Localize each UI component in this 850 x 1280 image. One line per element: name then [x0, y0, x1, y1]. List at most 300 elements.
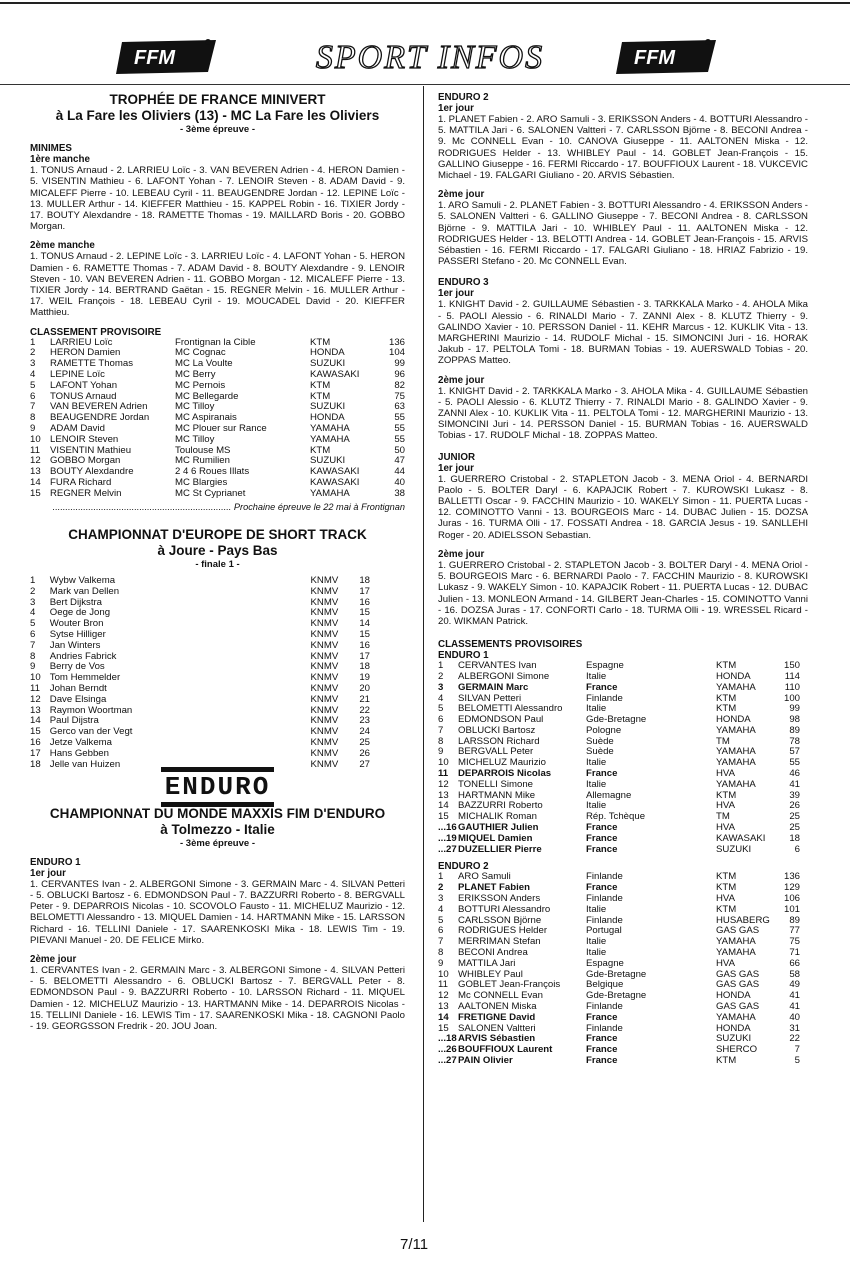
minivert-title: TROPHÉE DE FRANCE MINIVERT [109, 92, 326, 107]
table-cell: 71 [789, 947, 800, 959]
table-cell: SALONEN Valtteri [458, 1022, 536, 1034]
table-cell: 66 [789, 957, 800, 969]
results-text: 1. TONUS Arnaud - 2. LARRIEU Loïc - 3. VAN BEVEREN Adrien - 4. HERON Damien - 5. VISENTIN Mathieu - 6. LAFONT Yohan - 7. LENOIR Steven - 8. ADAM David - 9. MICALEFF Pierre - 10. LEBEAU Cyril - 11. BEAUGENDRE Jordan - 12. LEPINE Loïc - 13. MULLER Arthur - 14. KIEFFER Matthieu - 15. KAPPEL Robin - 16. TIXIER Jordy - 17. BOUTY Alexdandre - 18. RAMETTE Thomas - 19. MAILLARD Boris - 20. GOBBO Morgan. [30, 165, 405, 233]
minivert-subtitle: à La Fare les Oliviers (13) - MC La Fare les Oliviers [55, 108, 380, 123]
table-cell: 4 [438, 903, 444, 915]
table-cell: MC Bellegarde [175, 390, 239, 402]
table-cell: Italie [586, 778, 607, 790]
results-text: 1. PLANET Fabien - 2. ARO Samuli - 3. ERIKSSON Anders - 4. BOTTURI Alessandro - 5. MATTILA Jari - 6. SALONEN Valtteri - 7. CARLSSON Björne - 8. BECONI Andrea - 9. Mc CONNELL Evan - 10. CANOVA Giuseppe - 11. AALTONEN Miska - 12. RODRIGUES Helder - 13. WHIBLEY Paul - 14. GOBLET Jean-François - 15. GALLINO Giuseppe - 16. FERMI Riccardo - 17. BOUFFIOUX Laurent - 18. VUKCEVIC Michael - 19. FALGARI Giuliano - 20. ARVIS Sébastien. [438, 114, 808, 182]
table-cell: MC Blargies [175, 477, 228, 488]
table-cell: Johan Berndt [49, 682, 107, 694]
table-cell: 75 [394, 390, 405, 402]
table-cell: MICHELUZ Maurizio [458, 757, 546, 769]
table-cell: KTM [716, 660, 737, 672]
table-cell: 99 [789, 703, 800, 715]
table-cell: 7 [30, 639, 36, 651]
worldchamp-round: - 3ème épreuve - [180, 837, 255, 849]
table-cell: France [586, 1033, 618, 1045]
table-cell: TM [716, 811, 730, 823]
table-cell: 7 [438, 724, 444, 736]
table-cell: 89 [789, 724, 800, 736]
page-header [0, 6, 850, 86]
table-cell: MC Aspiranais [175, 412, 237, 424]
table-cell: Dave Elsinga [49, 693, 107, 705]
left-column [30, 92, 405, 1032]
table-cell: 1 [438, 660, 444, 672]
table-cell: MC Berry [175, 369, 216, 381]
table-cell: 50 [394, 444, 405, 456]
table-cell: LARSSON Richard [458, 735, 540, 747]
table-cell: ARO Samuli [458, 871, 511, 883]
table-cell: YAMAHA [716, 936, 756, 948]
table-cell: Bert Dijkstra [49, 596, 103, 608]
table-cell: KNMV [310, 693, 339, 705]
table-cell: 4 [30, 369, 36, 381]
table-cell: KNMV [310, 726, 339, 738]
heat-label: 2ème manche [30, 240, 95, 252]
table-cell: SUZUKI [716, 1033, 752, 1045]
table-cell: HONDA [716, 670, 751, 682]
table-cell: HONDA [716, 990, 751, 1002]
table-cell: 6 [438, 714, 444, 726]
table-cell: GAS GAS [716, 968, 760, 980]
table-cell: MC Tilloy [175, 433, 215, 445]
table-cell: 20 [359, 682, 370, 694]
enduro2-standings-table [438, 872, 800, 1066]
table-cell: KTM [716, 703, 737, 715]
table-cell: 25 [789, 822, 800, 834]
shorttrack-title: CHAMPIONNAT D'EUROPE DE SHORT TRACK [68, 526, 367, 542]
table-cell: KNMV [310, 704, 339, 716]
table-cell: Tom Hemmelder [49, 672, 121, 684]
day-label: 1er jour [438, 103, 474, 114]
table-row [438, 1013, 800, 1024]
table-cell: 39 [789, 789, 800, 801]
shorttrack-results-table [30, 576, 370, 770]
table-row [30, 587, 370, 598]
table-cell: Wybw Valkema [49, 575, 116, 586]
table-cell: HONDA [310, 347, 345, 359]
table-cell: Gde-Bretagne [586, 968, 647, 980]
table-cell: KNMV [310, 639, 339, 651]
table-cell: MC Rumilien [175, 455, 230, 467]
table-cell: 10 [30, 433, 41, 445]
table-cell: KTM [310, 379, 331, 391]
table-cell: 101 [783, 903, 800, 915]
table-cell: HVA [716, 822, 736, 834]
table-cell: 1 [30, 336, 36, 348]
table-cell: 9 [30, 423, 36, 435]
table-cell: 26 [789, 800, 800, 812]
table-cell: Jelle van Huizen [49, 758, 121, 770]
header-rule [0, 84, 850, 85]
table-cell: YAMAHA [716, 778, 756, 790]
table-cell: 1 [438, 871, 444, 883]
table-cell: GERMAIN Marc [458, 681, 529, 693]
table-cell: 14 [438, 800, 449, 812]
table-cell: ALBERGONI Simone [458, 670, 550, 682]
table-cell: 18 [30, 758, 41, 770]
table-cell: ...27 [438, 843, 457, 855]
table-cell: 8 [438, 947, 444, 959]
category-label: JUNIOR [438, 451, 476, 463]
table-cell: TONUS Arnaud [50, 390, 117, 402]
table-cell: Hans Gebben [49, 747, 109, 759]
table-cell: France [586, 768, 618, 780]
table-cell: KTM [310, 336, 331, 348]
table-cell: France [586, 1011, 618, 1023]
table-cell: 98 [789, 714, 800, 726]
table-cell: RAMETTE Thomas [50, 358, 133, 370]
table-cell: 1 [30, 575, 36, 586]
table-cell: CARLSSON Björne [458, 914, 542, 926]
table-cell: 78 [789, 735, 800, 747]
heat-label: 1ère manche [30, 154, 90, 166]
table-cell: 100 [783, 692, 800, 704]
table-row [438, 845, 800, 856]
table-cell: Finlande [586, 871, 623, 883]
table-cell: 41 [789, 990, 800, 1002]
table-cell: 27 [359, 758, 370, 770]
table-cell: 16 [359, 639, 370, 651]
table-cell: CERVANTES Ivan [458, 660, 537, 672]
table-cell: 18 [359, 575, 370, 586]
table-cell: 13 [30, 466, 41, 478]
table-cell: KNMV [310, 758, 339, 770]
table-cell: 6 [30, 628, 36, 640]
table-cell: YAMAHA [716, 724, 756, 736]
table-cell: HVA [716, 800, 736, 812]
table-cell: SUZUKI [310, 401, 346, 413]
table-cell: Suède [586, 746, 614, 758]
table-cell: 18 [359, 661, 370, 673]
table-cell: 2 [30, 347, 36, 359]
table-cell: GAS GAS [716, 925, 760, 937]
top-rule [0, 2, 850, 4]
table-cell: 82 [394, 379, 405, 391]
table-cell: 129 [783, 882, 800, 894]
day-label: 1er jour [438, 462, 474, 474]
table-cell: 8 [438, 735, 444, 747]
results-text: 1. GUERRERO Cristobal - 2. STAPLETON Jacob - 3. BOLTER Daryl - 4. MENA Oriol - 5. BOURGEOIS Marc - 6. BERNARDI Paolo - 7. FACCHIN Maurizio - 8. KUROWSKI Lukasz - 9. WAKELY Simon - 10. KAPAJCIK Robert - 11. PUERTA Lucas - 12. DUBAC Julien - 13. MONLEON Armand - 14. GILBERT Jean-Charles - 15. COMINOTTO Vanni - 16. DOZSA Juras - 17. CONFORTI Carlo - 18. TURMA Olli - 19. WRESSEL Ricard - 20. WIKMAN Patrick. [438, 559, 808, 627]
table-cell: Italie [586, 703, 607, 715]
table-cell: LARRIEU Loïc [50, 336, 113, 348]
table-cell: KNMV [310, 607, 339, 619]
table-cell: KAWASAKI [310, 466, 360, 478]
table-cell: 26 [359, 747, 370, 759]
table-cell: 19 [359, 672, 370, 684]
table-cell: Frontignan la Cible [175, 336, 256, 348]
table-row [30, 749, 370, 760]
table-cell: ...27 [438, 1055, 457, 1066]
table-cell: 63 [394, 401, 405, 413]
table-cell: Gde-Bretagne [586, 714, 647, 726]
table-cell: 5 [794, 1055, 800, 1066]
enduro1-standings-table [438, 661, 800, 855]
table-cell: KNMV [310, 661, 339, 673]
results-text: 1. GUERRERO Cristobal - 2. STAPLETON Jacob - 3. MENA Oriol - 4. BERNARDI Paolo - 5. BOLTER Daryl - 6. KAPAJCIK Robert - 7. KUROWSKI Lukasz - 8. BALLETTI Oscar - 9. FACCHIN Maurizio - 10. WAKELY Simon - 11. PUERTA Lucas - 12. COMINOTTO Vanni - 13. BOURGEOIS Marc - 14. DUBAC Julien - 15. DOZSA Juras - 16. TURMA Olli - 17. FOSSATI Andrea - 18. GARCIA Jesus - 19. SANLLEHI Roger - 20. ADIELSSON Sebastian. [438, 473, 808, 541]
standings-title: CLASSEMENT PROVISOIRE [30, 326, 162, 338]
table-cell: 21 [359, 693, 370, 705]
table-cell: Berry de Vos [49, 661, 105, 673]
table-cell: MC Tilloy [175, 401, 215, 413]
table-cell: HONDA [716, 1022, 751, 1034]
table-cell: YAMAHA [716, 746, 756, 758]
results-text: 1. KNIGHT David - 2. TARKKALA Marko - 3. AHOLA Mika - 4. GUILLAUME Sébastien - 5. PAOLI Alessio - 6. KLUTZ Thierry - 7. RINALDI Mario - 8. GALINDO Xavier - 9. ZANNI Alex - 10. KUKLIK Vita - 11. PELTOLA Tomi - 12. MARGHERINI Maurizio - 13. SIMONCINI Juri - 14. PERSSON Daniel - 15. BURMAN Tobias - 16. AUERSWALD Tobias - 17. RUDOLF Michal - 18. ZOPPAS Matteo. [438, 385, 808, 442]
table-cell: 24 [359, 726, 370, 738]
table-cell: Raymon Woortman [49, 704, 133, 716]
table-cell: 55 [394, 433, 405, 445]
table-cell: Mark van Dellen [49, 585, 120, 597]
day-label: 1er jour [438, 288, 474, 300]
table-cell: 3 [438, 893, 444, 905]
table-cell: PAIN Olivier [458, 1055, 513, 1066]
table-cell: 75 [789, 936, 800, 948]
table-cell: KTM [716, 882, 737, 894]
right-column [438, 92, 808, 1067]
minivert-round: - 3ème épreuve - [180, 124, 255, 135]
table-cell: 15 [30, 487, 41, 499]
table-cell: Espagne [586, 957, 624, 969]
table-cell: LENOIR Steven [50, 433, 119, 445]
table-cell: 9 [438, 957, 444, 969]
table-cell: 2 [30, 585, 36, 597]
table-cell: Italie [586, 947, 607, 959]
table-cell: Finlande [586, 893, 623, 905]
table-cell: AALTONEN Miska [458, 1001, 537, 1013]
table-cell: Finlande [586, 914, 623, 926]
table-cell: Toulouse MS [175, 444, 231, 456]
table-cell: BECONI Andrea [458, 947, 528, 959]
table-cell: YAMAHA [716, 681, 756, 693]
table-cell: ADAM David [50, 423, 105, 435]
worldchamp-title: CHAMPIONNAT DU MONDE MAXXIS FIM D'ENDURO [49, 805, 386, 821]
table-cell: KNMV [310, 682, 339, 694]
table-cell: 55 [789, 757, 800, 769]
table-cell: 4 [30, 607, 36, 619]
category-label: MINIMES [30, 143, 72, 155]
table-cell: 3 [438, 681, 444, 693]
table-cell: 13 [438, 1001, 449, 1013]
table-cell: BAZZURRI Roberto [458, 800, 543, 812]
table-cell: 12 [438, 990, 449, 1002]
enduro-banner: ENDURO [30, 782, 405, 797]
table-cell: 96 [394, 369, 405, 381]
results-text: 1. ARO Samuli - 2. PLANET Fabien - 3. BOTTURI Alessandro - 4. ERIKSSON Anders - 5. SALONEN Valtteri - 6. GALLINO Giuseppe - 7. BECONI Andrea - 8. CARLSSON Björne - 9. MATTILA Jari - 10. WHIBLEY Paul - 11. AALTONEN Miska - 12. RODRIGUES Helder - 13. BELOTTI Andrea - 14. GOBLET Jean-François - 15. ARVIS Sébastien - 16. FERMI Riccardo - 17. FALGARI Giuliano - 18. HRIAZ Fabrizio - 19. PASSERI Stefano - 20. Mc CONNELL Evan. [438, 200, 808, 268]
shorttrack-subtitle: à Joure - Pays Bas [157, 542, 278, 558]
table-cell: KAWASAKI [310, 477, 360, 488]
table-cell: SUZUKI [716, 843, 752, 855]
table-cell: KNMV [310, 585, 339, 597]
table-cell: KNMV [310, 575, 339, 586]
table-cell: HONDA [716, 714, 751, 726]
table-cell: TONELLI Simone [458, 778, 534, 790]
table-cell: Sytse Hilliger [49, 628, 106, 640]
table-cell: 40 [394, 477, 405, 488]
table-cell: Wouter Bron [49, 618, 104, 630]
table-cell: Espagne [586, 660, 624, 672]
table-cell: 15 [438, 811, 449, 823]
svg-text:FFM: FFM [134, 47, 176, 69]
table-cell: 18 [789, 832, 800, 844]
table-cell: 8 [30, 650, 36, 662]
table-cell: 15 [359, 628, 370, 640]
table-row [30, 641, 370, 652]
table-cell: France [586, 681, 618, 693]
table-cell: 41 [789, 1001, 800, 1013]
category-label: ENDURO 1 [30, 856, 81, 868]
table-cell: Finlande [586, 1022, 623, 1034]
table-cell: 15 [30, 726, 41, 738]
table-cell: OBLUCKI Bartosz [458, 724, 536, 736]
table-cell: SUZUKI [310, 455, 346, 467]
svg-text:FFM: FFM [634, 47, 676, 69]
table-cell: 55 [394, 423, 405, 435]
table-cell: 6 [30, 390, 36, 402]
table-cell: YAMAHA [310, 433, 350, 445]
table-cell: HVA [716, 893, 736, 905]
table-cell: ...26 [438, 1044, 457, 1056]
table-cell: MATTILA Jari [458, 957, 516, 969]
table-cell: MC La Voulte [175, 358, 233, 370]
table-cell: TM [716, 735, 730, 747]
table-cell: 5 [438, 703, 444, 715]
table-cell: 15 [438, 1022, 449, 1034]
table-row [30, 435, 405, 446]
table-cell: BOUTY Alexdandre [50, 466, 134, 478]
table-cell: 2 [438, 670, 444, 682]
table-cell: Belgique [586, 979, 624, 991]
category-label: ENDURO 1 [438, 650, 489, 662]
table-cell: SHERCO [716, 1044, 758, 1056]
table-cell: 7 [30, 401, 36, 413]
table-cell: 89 [789, 914, 800, 926]
day-label: 2ème jour [438, 189, 485, 201]
table-cell: GAUTHIER Julien [458, 822, 539, 834]
table-cell: 2 4 6 Roues Illats [175, 466, 250, 478]
table-cell: 49 [789, 979, 800, 991]
table-cell: HONDA [310, 412, 345, 424]
table-cell: 12 [30, 455, 41, 467]
table-cell: 6 [438, 925, 444, 937]
table-cell: 14 [438, 1011, 449, 1023]
table-cell: 7 [794, 1044, 800, 1056]
next-round-note: ...................................................................... Prochaine épreuve le 22 mai à Frontignan [52, 501, 405, 512]
table-cell: 6 [794, 843, 800, 855]
table-cell: Italie [586, 800, 607, 812]
table-cell: Jan Winters [49, 639, 101, 651]
table-cell: 10 [30, 672, 41, 684]
table-cell: LEPINE Loïc [50, 369, 105, 381]
table-cell: 136 [388, 336, 405, 348]
table-cell: 17 [30, 747, 41, 759]
table-cell: 13 [30, 704, 41, 716]
svg-text:SPORT INFOS: SPORT INFOS [315, 39, 545, 76]
table-cell: 10 [438, 968, 449, 980]
sport-infos-title [300, 32, 560, 80]
table-cell: Andries Fabrick [49, 650, 117, 662]
table-cell: 22 [789, 1033, 800, 1045]
table-cell: ...16 [438, 822, 457, 834]
table-cell: BEAUGENDRE Jordan [50, 412, 150, 424]
table-cell: France [586, 882, 618, 894]
table-cell: KTM [716, 692, 737, 704]
table-cell: 12 [30, 693, 41, 705]
table-cell: MC Pernois [175, 379, 226, 391]
table-cell: Mc CONNELL Evan [458, 990, 543, 1002]
table-cell: 16 [30, 736, 41, 748]
table-cell: HERON Damien [50, 347, 121, 359]
table-cell: 47 [394, 455, 405, 467]
table-cell: 16 [359, 596, 370, 608]
table-cell: MC Cognac [175, 347, 226, 359]
table-cell: KTM [310, 444, 331, 456]
table-cell: KTM [716, 789, 737, 801]
table-cell: 17 [359, 650, 370, 662]
table-cell: MC St Cyprianet [175, 487, 246, 499]
table-cell: Suède [586, 735, 614, 747]
category-label: ENDURO 2 [438, 92, 489, 103]
results-text: 1. CERVANTES Ivan - 2. GERMAIN Marc - 3. ALBERGONI Simone - 4. SILVAN Petteri - 5. BELOMETTI Alessandro - 6. OBLUCKI Bartosz - 7. BERGVALL Peter - 8. EDMONDSON Paul - 9. BAZZURRI Roberto - 10. LARSSON Richard - 11. MIQUEL Damien - 12. MICHELUZ Maurizio - 13. HARTMANN Mike - 14. DEPARROIS Nicolas - 15. TELLINI Daniele - 16. LEWIS Tim - 17. SAARENKOSKI Mika - 18. CAGNONI Paolo - 19. GEORGSSON Fredrik - 20. JOU Joan. [30, 964, 405, 1032]
table-cell: 104 [388, 347, 405, 359]
table-cell: 4 [438, 692, 444, 704]
table-cell: 99 [394, 358, 405, 370]
table-cell: 8 [30, 412, 36, 424]
table-cell: GAS GAS [716, 979, 760, 991]
table-cell: Portugal [586, 925, 622, 937]
table-cell: KTM [716, 1055, 737, 1066]
table-cell: DUZELLIER Pierre [458, 843, 542, 855]
column-divider [423, 86, 424, 1222]
table-cell: Rép. Tchèque [586, 811, 646, 823]
table-cell: KNMV [310, 672, 339, 684]
table-cell: WHIBLEY Paul [458, 968, 523, 980]
table-cell: YAMAHA [716, 947, 756, 959]
table-cell: 55 [394, 412, 405, 424]
table-cell: YAMAHA [310, 423, 350, 435]
table-cell: 136 [783, 871, 800, 883]
day-label: 2ème jour [438, 548, 485, 560]
table-cell: Oege de Jong [49, 607, 111, 619]
table-cell: 14 [30, 715, 41, 727]
table-cell: 114 [784, 670, 800, 682]
table-cell: HARTMANN Mike [458, 789, 536, 801]
table-cell: KNMV [310, 747, 339, 759]
table-cell: BELOMETTI Alessandro [458, 703, 563, 715]
day-label: 1er jour [30, 867, 66, 879]
table-cell: 9 [438, 746, 444, 758]
category-label: ENDURO 3 [438, 277, 489, 289]
table-cell: Gde-Bretagne [586, 990, 647, 1002]
table-cell: 14 [359, 618, 370, 630]
table-cell: EDMONDSON Paul [458, 714, 544, 726]
table-cell: 58 [789, 968, 800, 980]
table-cell: HVA [716, 768, 736, 780]
table-cell: GAS GAS [716, 1001, 760, 1013]
table-cell: KAWASAKI [716, 832, 766, 844]
table-row [438, 1056, 800, 1067]
table-cell: FRETIGNE David [458, 1011, 536, 1023]
shorttrack-round: - finale 1 - [195, 558, 240, 570]
table-cell: 44 [394, 466, 405, 478]
table-cell: Italie [586, 903, 607, 915]
table-cell: Jetze Valkema [49, 736, 112, 748]
table-cell: MC Plouer sur Rance [175, 423, 267, 435]
table-cell: 15 [359, 607, 370, 619]
table-cell: MIQUEL Damien [458, 832, 533, 844]
table-cell: RODRIGUES Helder [458, 925, 548, 937]
table-cell: KNMV [310, 650, 339, 662]
